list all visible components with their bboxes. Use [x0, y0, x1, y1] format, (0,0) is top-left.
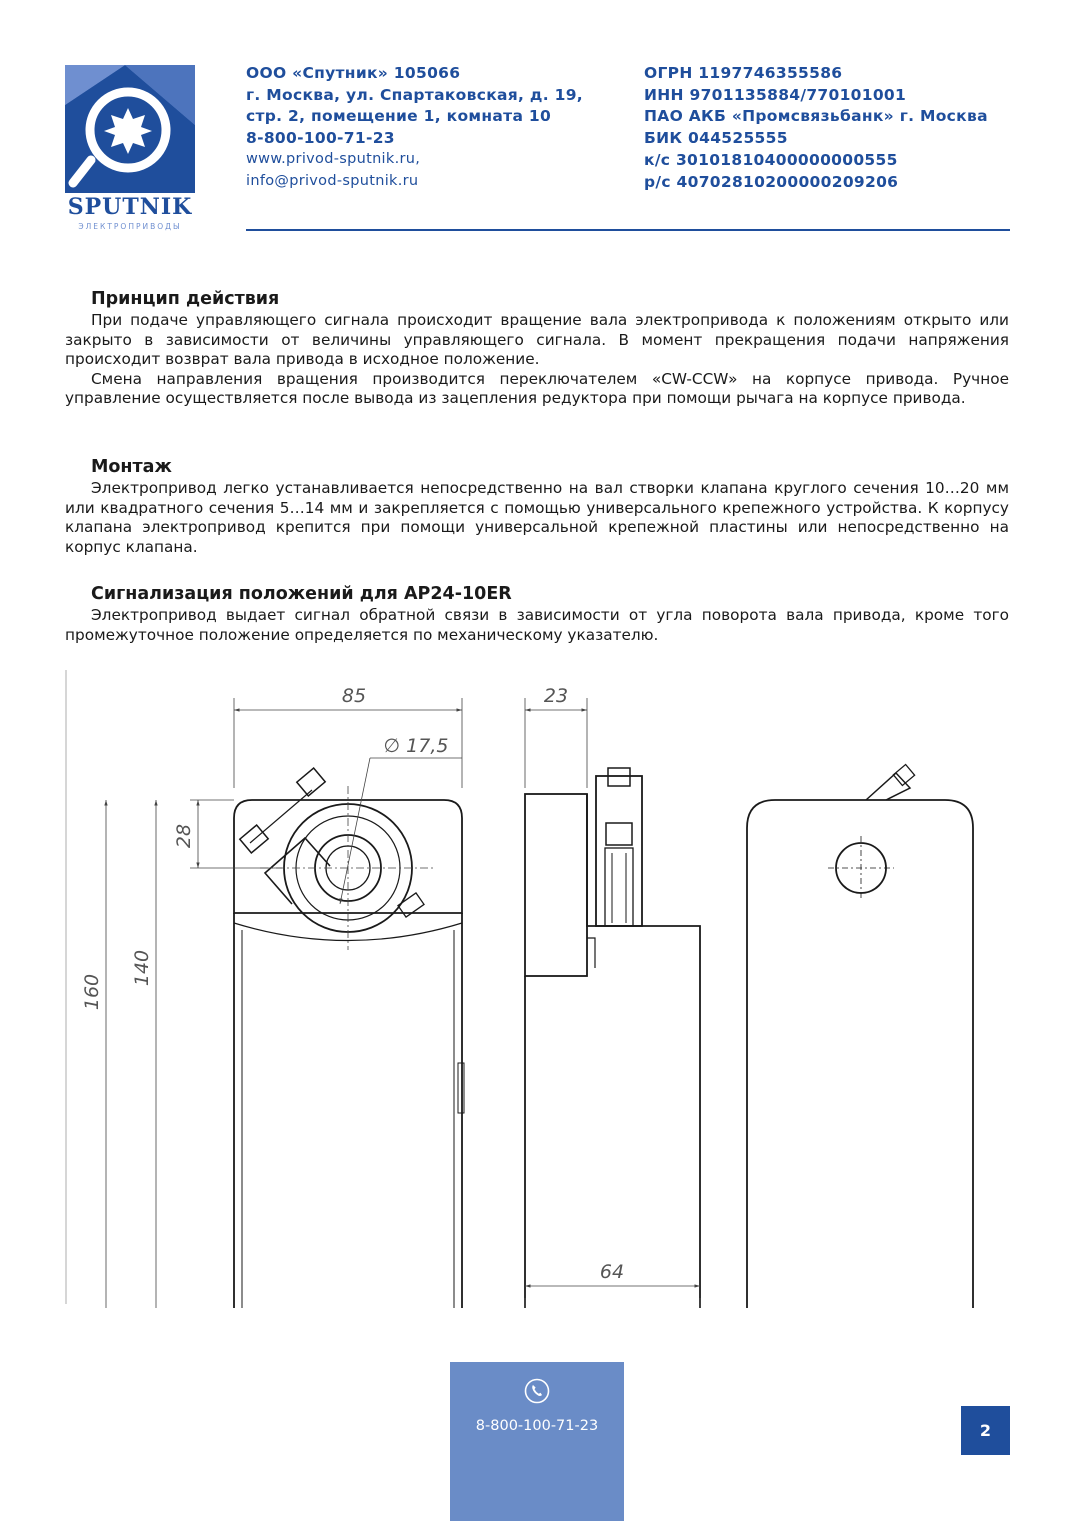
side-view: [525, 768, 700, 1308]
dim-diameter: ∅ 17,5: [383, 735, 449, 757]
company-address-line-2: стр. 2, помещение 1, комната 10: [246, 107, 552, 125]
dim-depth-bottom: 64: [599, 1261, 625, 1283]
company-phone: 8-800-100-71-23: [246, 128, 395, 147]
bank-inn: ИНН 9701135884/770101001: [644, 85, 907, 104]
phone-icon: [524, 1378, 550, 1404]
section-paragraph: При подаче управляющего сигнала происходит вращение вала электропривода к положениям открыто или закрыто в зависимости от величины управляющего сигнала. В момент прекращения подачи напряжения происходит возврат вала привода в исходное положение.: [65, 311, 1009, 369]
company-email-link[interactable]: info@privod-sputnik.ru: [246, 172, 419, 189]
section-operation-principle: [65, 288, 1009, 409]
bank-details: [644, 63, 988, 193]
section-paragraph: Электропривод легко устанавливается непосредственно на вал створки клапана круглого сечения 10…20 мм или квадратного сечения 5…14 мм и закрепляется с помощью универсального крепежного устройства. К корпусу клапана электропривод крепится при помощи универсальной крепежной пластины или непосредственно на корпус клапана.: [65, 479, 1009, 556]
bank-correspondent-account: к/с 30101810400000000555: [644, 150, 898, 169]
company-contacts: [246, 63, 583, 192]
company-website-link[interactable]: www.privod-sputnik.ru,: [246, 151, 421, 167]
front-view: [234, 768, 464, 1308]
dim-depth-top: 23: [543, 685, 569, 707]
page-number: 2: [961, 1406, 1010, 1455]
footer-phone-number[interactable]: 8-800-100-71-23: [475, 1418, 599, 1434]
bank-settlement-account: р/с 40702810200000209206: [644, 172, 899, 191]
section-mounting: [65, 456, 1009, 557]
front-view-dimensions: [100, 698, 462, 1308]
company-address-line-1: г. Москва, ул. Спартаковская, д. 19,: [246, 85, 583, 104]
actuator-drawing-svg: [60, 668, 1020, 1308]
sputnik-logo: [65, 65, 195, 233]
dim-height-28: 28: [173, 823, 195, 849]
footer-phone-box: [450, 1362, 624, 1521]
sputnik-logo-icon: [65, 65, 195, 233]
bank-bik: БИК 044525555: [644, 129, 788, 148]
bank-name: ПАО АКБ «Промсвязьбанк» г. Москва: [644, 107, 988, 126]
side-view-dimensions: [525, 698, 700, 1308]
company-name: ООО «Спутник» 105066: [246, 64, 461, 82]
logo-brand: SPUTNIK: [67, 194, 193, 220]
section-paragraph: Смена направления вращения производится переключателем «CW-CCW» на корпусе привода. Ручное управление осуществляется после вывода из зацепления редуктора при помощи рычага на корпусе привода.: [65, 369, 1009, 408]
section-position-signaling: [65, 583, 1009, 645]
section-title: Сигнализация положений для AP24-10ER: [91, 584, 512, 604]
actuator-dimension-drawing: [60, 668, 1020, 1308]
section-title: Монтаж: [91, 457, 172, 477]
section-paragraph: Электропривод выдает сигнал обратной связи в зависимости от угла поворота вала привода, кроме того промежуточное положение определяется по механическому указателю.: [65, 606, 1009, 644]
back-view: [747, 764, 973, 1308]
header-divider: [246, 229, 1010, 231]
section-title: Принцип действия: [91, 289, 280, 309]
dim-height-140: 140: [131, 949, 153, 987]
logo-tagline: ЭЛЕКТРОПРИВОДЫ: [78, 222, 182, 231]
bank-ogrn: ОГРН 1197746355586: [644, 64, 843, 82]
dim-width-front: 85: [341, 685, 367, 707]
dim-height-160: 160: [81, 973, 103, 1011]
